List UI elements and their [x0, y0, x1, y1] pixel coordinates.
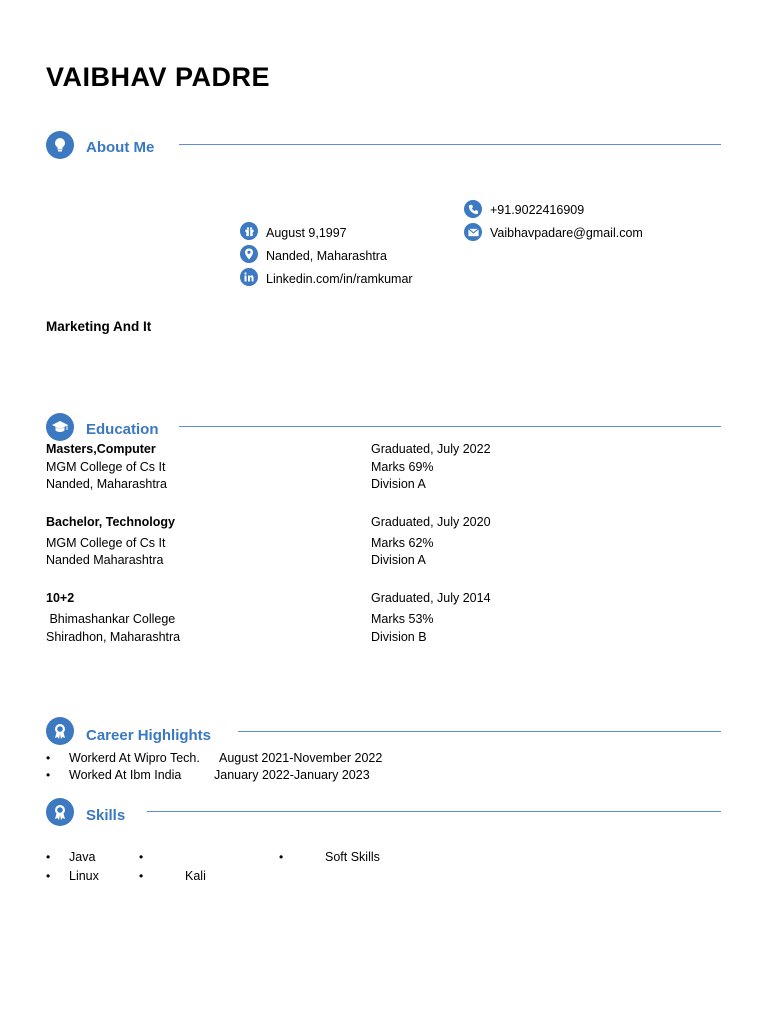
lightbulb-icon [46, 131, 74, 159]
section-title-career: Career Highlights [86, 727, 212, 744]
bullet: • [279, 850, 284, 864]
contact-linkedin: Linkedin.com/in/ramkumar [266, 272, 413, 286]
education-marks: Marks 53% [371, 612, 434, 626]
education-college: MGM College of Cs It [46, 536, 166, 550]
section-title-skills: Skills [86, 807, 126, 824]
education-degree: Masters,Computer [46, 442, 156, 456]
award-icon [46, 717, 74, 745]
section-divider [147, 811, 721, 812]
skill-item: Soft Skills [325, 850, 380, 864]
education-graduated: Graduated, July 2014 [371, 591, 491, 605]
career-period: January 2022-January 2023 [214, 768, 370, 782]
section-title-education: Education [86, 421, 159, 438]
section-divider [179, 144, 721, 145]
education-place: Shiradhon, Maharashtra [46, 630, 181, 644]
education-college: MGM College of Cs It [46, 460, 166, 474]
contact-location: Nanded, Maharashtra [266, 249, 387, 263]
gift-icon [240, 222, 258, 240]
education-division: Division A [371, 553, 426, 567]
mail-icon [464, 223, 482, 241]
bullet: • [139, 850, 144, 864]
graduation-cap-icon [46, 413, 74, 441]
section-divider [179, 426, 721, 427]
section-divider [238, 731, 721, 732]
bullet: • [46, 850, 51, 864]
skill-item: Java [69, 850, 96, 864]
bullet: • [46, 768, 51, 782]
map-pin-icon [240, 245, 258, 263]
bullet: • [46, 869, 51, 883]
education-place: Nanded, Maharashtra [46, 477, 167, 491]
education-division: Division A [371, 477, 426, 491]
award-icon [46, 798, 74, 826]
section-title-about: About Me [86, 139, 155, 156]
contact-dob: August 9,1997 [266, 226, 347, 240]
education-degree: Bachelor, Technology [46, 515, 175, 529]
career-title: Workerd At Wipro Tech. [69, 751, 200, 765]
bullet: • [139, 869, 144, 883]
education-marks: Marks 69% [371, 460, 434, 474]
skill-item: Kali [185, 869, 206, 883]
contact-email: Vaibhavpadare@gmail.com [490, 226, 643, 240]
education-division: Division B [371, 630, 427, 644]
headline: Marketing And It [46, 319, 152, 334]
education-place: Nanded Maharashtra [46, 553, 164, 567]
education-college: Bhimashankar College [46, 612, 176, 626]
education-graduated: Graduated, July 2022 [371, 442, 491, 456]
career-title: Worked At Ibm India [69, 768, 182, 782]
education-marks: Marks 62% [371, 536, 434, 550]
education-graduated: Graduated, July 2020 [371, 515, 491, 529]
contact-phone: +91.9022416909 [490, 203, 585, 217]
skill-item: Linux [69, 869, 99, 883]
phone-icon [464, 200, 482, 218]
bullet: • [46, 751, 51, 765]
education-degree: 10+2 [46, 591, 75, 605]
career-period: August 2021-November 2022 [219, 751, 383, 765]
resume-name: VAIBHAV PADRE [46, 62, 271, 92]
linkedin-icon [240, 268, 258, 286]
